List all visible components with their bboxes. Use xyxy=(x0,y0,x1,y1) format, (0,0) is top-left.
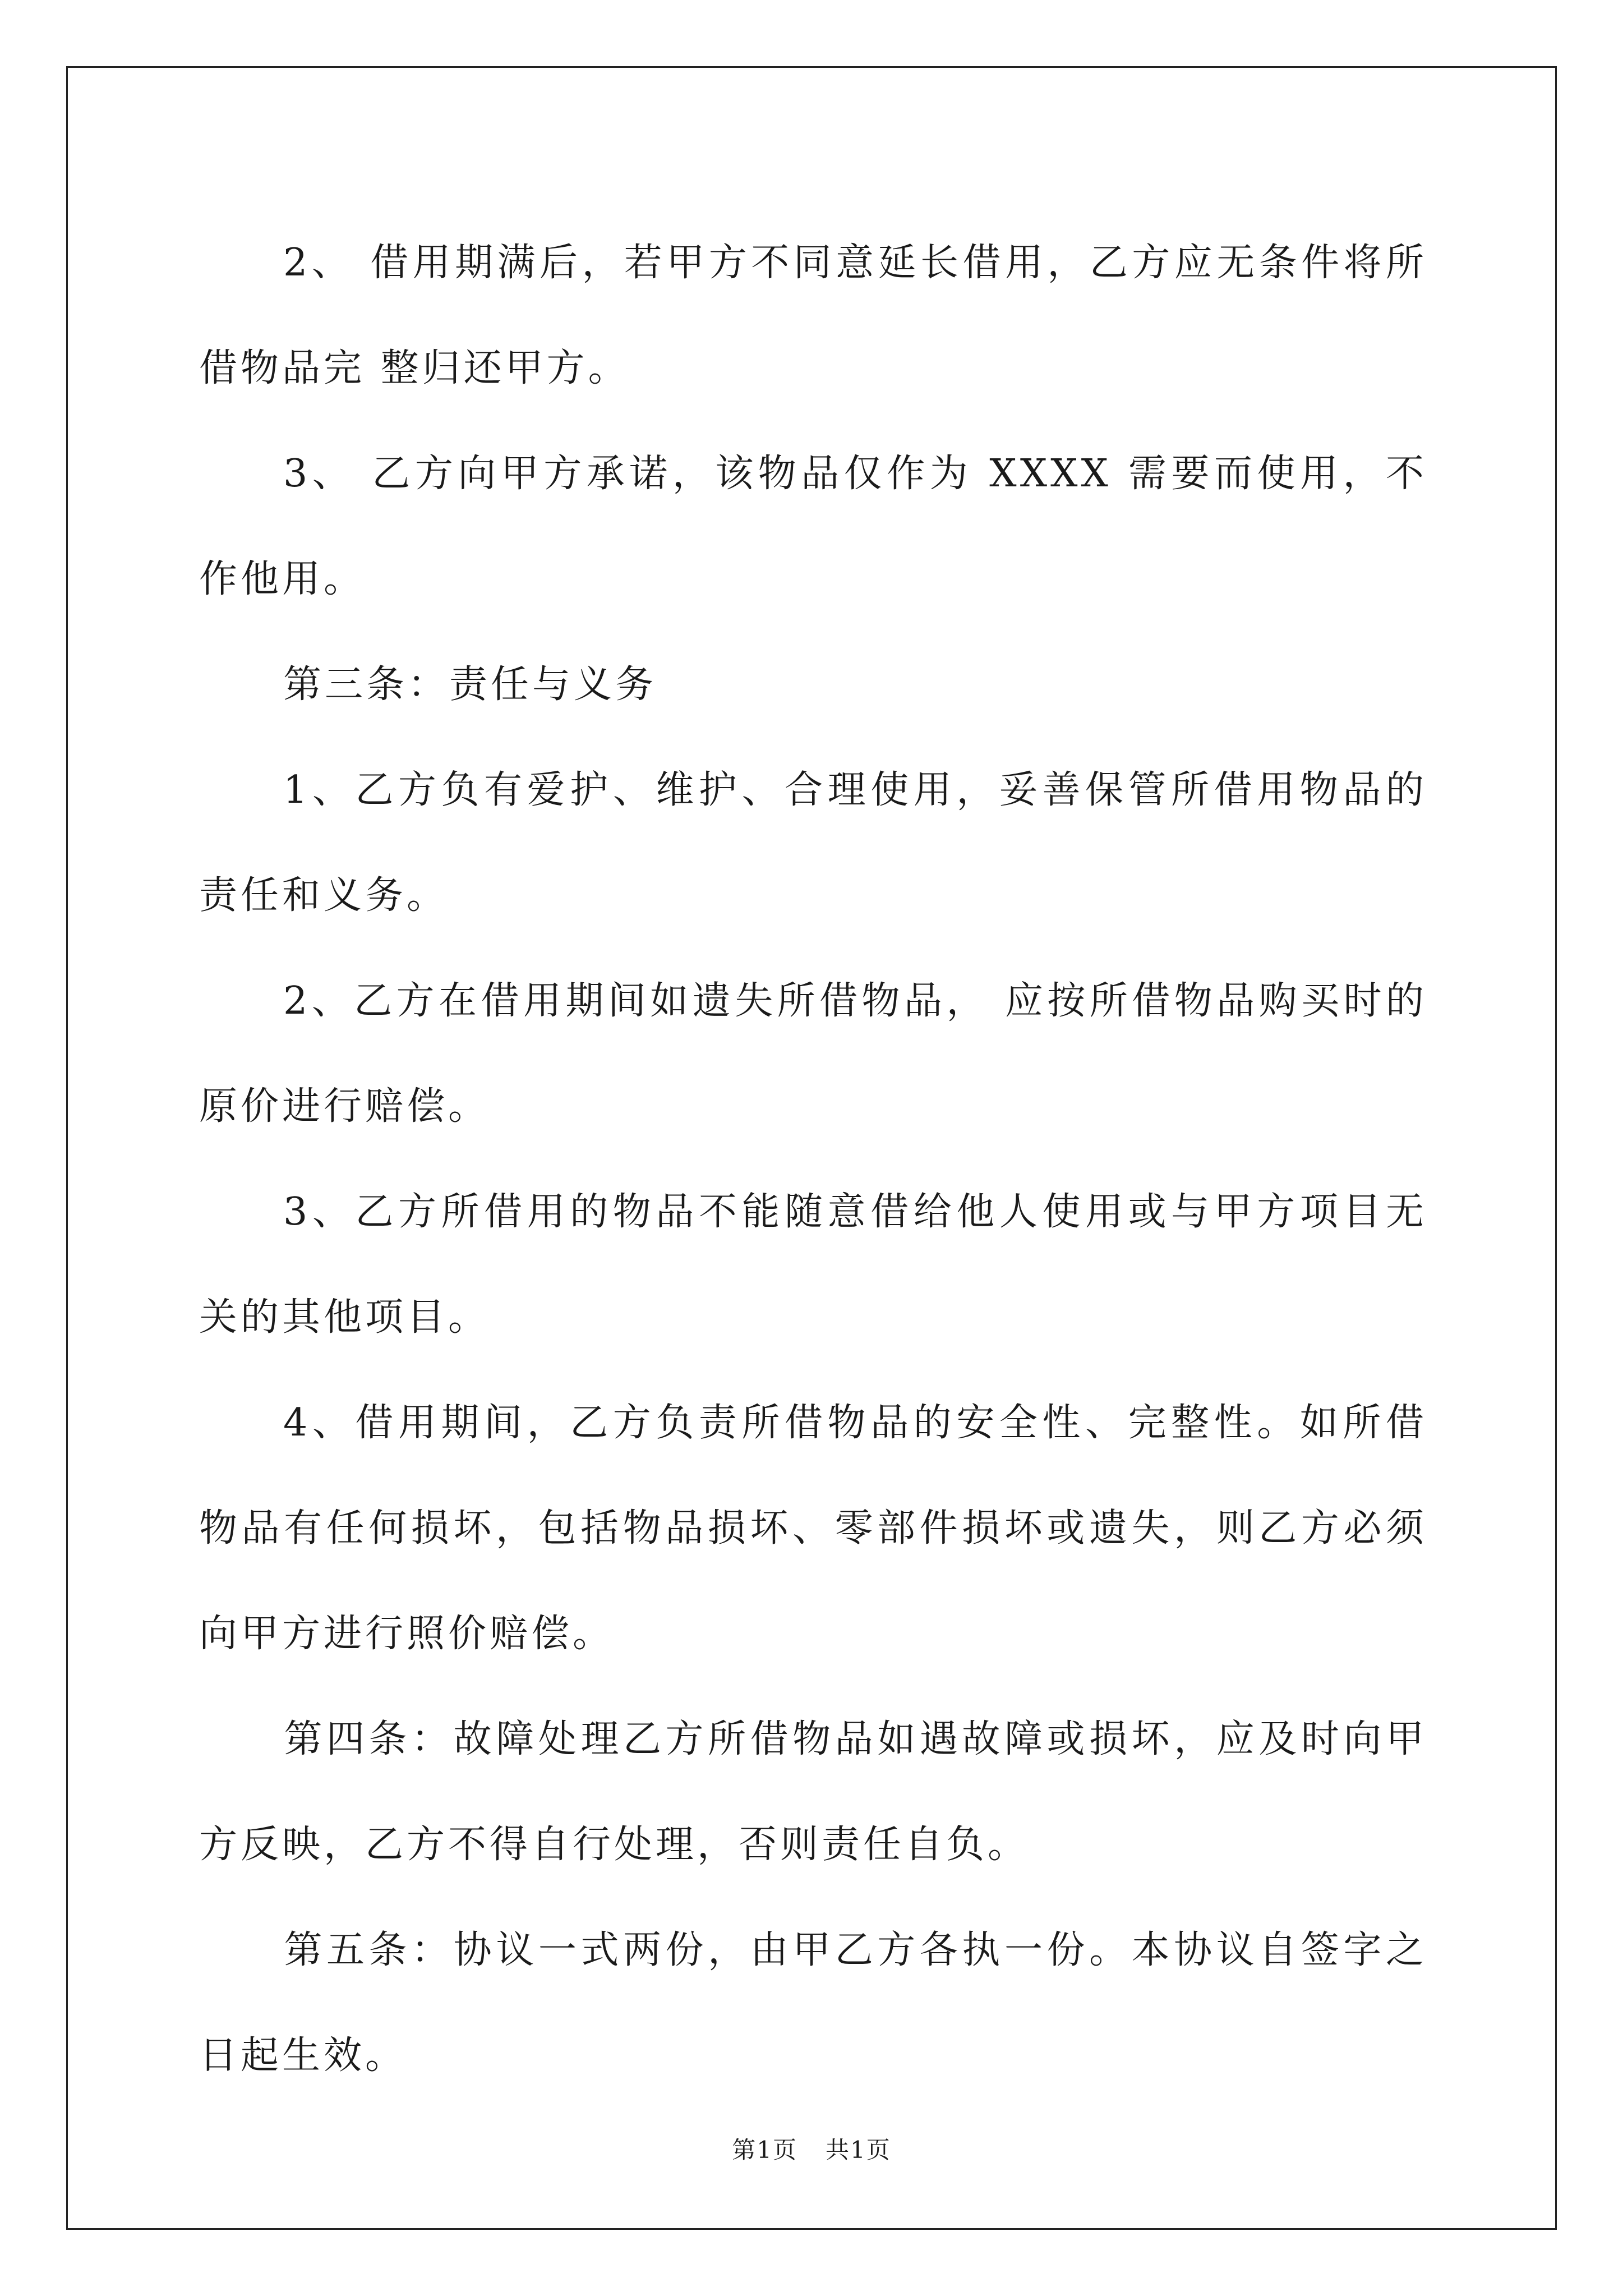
paragraph-text: 3、乙方所借用的物品不能随意借给他人使用或与甲方项目无关的其他项目。 xyxy=(199,1190,1427,1340)
document-body xyxy=(199,210,1427,2109)
paragraph-text: 4、借用期间，乙方负责所借物品的安全性、完整性。如所借物品有任何损坏，包括物品损坏、零部件损坏或遗失，则乙方必须向甲方进行照价赔偿。 xyxy=(199,1401,1427,1656)
paragraph-4 xyxy=(199,738,1427,949)
page-total: 共1页 xyxy=(826,2136,891,2164)
paragraph-text: 第三条：责任与义务 xyxy=(283,662,657,707)
paragraph-1 xyxy=(199,210,1427,421)
paragraph-text: 3、 乙方向甲方承诺，该物品仅作为 XXXX 需要而使用，不作他用。 xyxy=(199,452,1427,601)
section-4 xyxy=(199,1687,1427,1898)
paragraph-6 xyxy=(199,1159,1427,1370)
page-footer xyxy=(0,2132,1623,2165)
paragraph-text: 第四条：故障处理乙方所借物品如遇故障或损坏，应及时向甲方反映，乙方不得自行处理，否则责任自负。 xyxy=(199,1717,1427,1867)
section-5 xyxy=(199,1898,1427,2109)
paragraph-7 xyxy=(199,1370,1427,1687)
paragraph-text: 2、乙方在借用期间如遗失所借物品， 应按所借物品购买时的原价进行赔偿。 xyxy=(199,979,1427,1129)
section-heading-3 xyxy=(199,632,1427,738)
paragraph-5 xyxy=(199,949,1427,1159)
paragraph-text: 第五条：协议一式两份，由甲乙方各执一份。本协议自签字之日起生效。 xyxy=(199,1928,1427,2078)
paragraph-text: 2、 借用期满后，若甲方不同意延长借用，乙方应无条件将所借物品完 整归还甲方。 xyxy=(199,241,1427,390)
paragraph-2 xyxy=(199,421,1427,632)
paragraph-text: 1、乙方负有爱护、维护、合理使用，妥善保管所借用物品的责任和义务。 xyxy=(199,768,1427,918)
page-number: 第1页 xyxy=(732,2136,797,2164)
